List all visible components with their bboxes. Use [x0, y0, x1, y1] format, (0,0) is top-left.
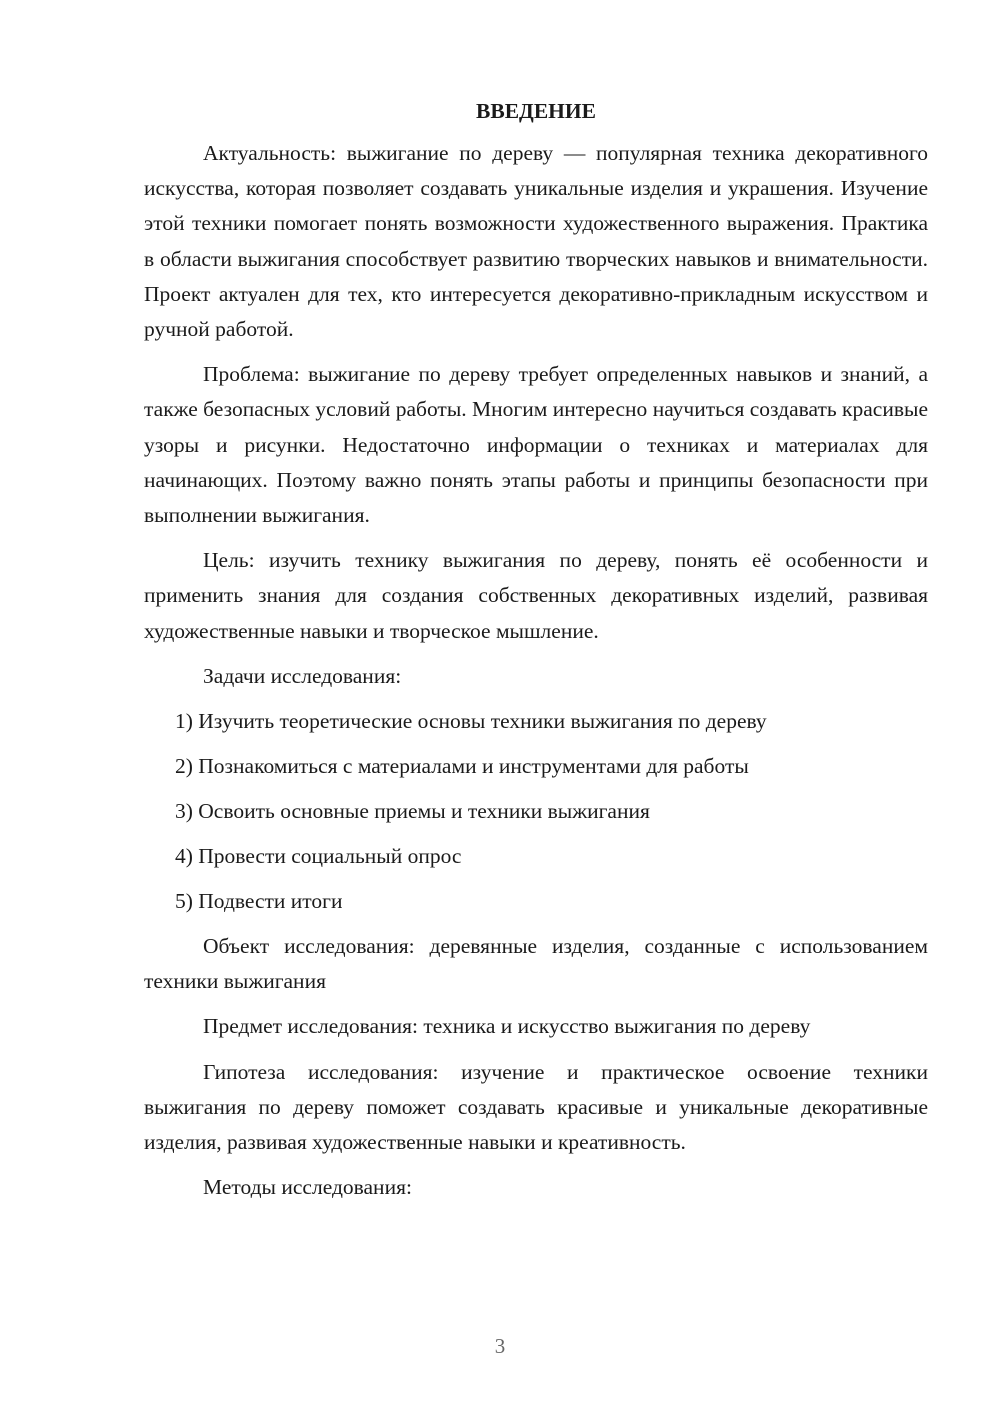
- hypothesis-paragraph: Гипотеза исследования: изучение и практическое освоение техники выжигания по дереву поможет создавать красивые и уникальные декоративные изделия, развивая художественные навыки и креативность.: [144, 1059, 928, 1155]
- relevance-paragraph: Актуальность: выжигание по дереву — популярная техника декоративного искусства, которая позволяет создавать уникальные изделия и украшения. Изучение этой техники помогает понять возможности художественного выражения. Практика в области выжигания способствует развитию творческих навыков и внимательности. Проект актуален для тех, кто интересуется декоративно-прикладным искусством и ручной работой.: [144, 141, 928, 342]
- tasks-heading: Задачи исследования:: [203, 663, 402, 688]
- task-item: 1) Изучить теоретические основы техники выжигания по дереву: [175, 709, 767, 734]
- document-page: [144, 94, 928, 1215]
- task-item: 4) Провести социальный опрос: [175, 844, 462, 869]
- task-item: 5) Подвести итоги: [175, 889, 343, 914]
- page-title: ВВЕДЕНИЕ: [476, 99, 596, 123]
- problem-paragraph: Проблема: выжигание по дереву требует определенных навыков и знаний, а также безопасных условий работы. Многим интересно научиться создавать красивые узоры и рисунки. Недостаточно информации о техниках и материалах для начинающих. Поэтому важно понять этапы работы и принципы безопасности при выполнении выжигания.: [144, 362, 928, 528]
- goal-paragraph: Цель: изучить технику выжигания по дереву, понять её особенности и применить знания для создания собственных декоративных изделий, развивая художественные навыки и творческое мышление.: [144, 548, 928, 643]
- task-item: 3) Освоить основные приемы и техники выжигания: [175, 799, 650, 824]
- object-paragraph: Объект исследования: деревянные изделия, созданные с использованием техники выжигания: [144, 934, 928, 994]
- subject-paragraph: Предмет исследования: техника и искусство выжигания по дереву: [203, 1014, 811, 1039]
- tasks-list: [144, 704, 928, 919]
- methods-heading: Методы исследования:: [203, 1175, 412, 1200]
- task-item: 2) Познакомиться с материалами и инструментами для работы: [175, 754, 749, 779]
- page-number: 3: [494, 1334, 506, 1358]
